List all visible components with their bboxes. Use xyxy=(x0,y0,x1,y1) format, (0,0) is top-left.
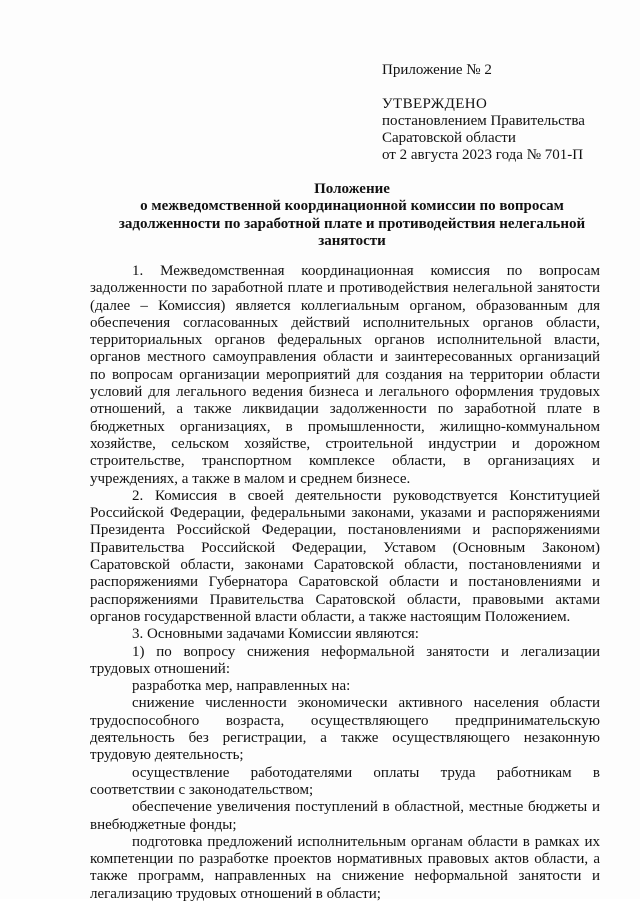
document-body xyxy=(90,263,600,903)
approval-line: Саратовской области xyxy=(382,130,516,146)
approval-line: постановлением Правительства xyxy=(382,113,585,129)
title-line: о межведомственной координационной комиссии по вопросам xyxy=(140,198,564,215)
list-item: осуществление работодателями оплаты труда работникам в соответствии с законодательством; xyxy=(90,764,600,798)
title-line: занятости xyxy=(318,232,386,249)
approved-stamp-text: УТВЕРЖДЕНО xyxy=(382,96,488,112)
approval-block xyxy=(382,62,622,164)
paragraph-3: 3. Основными задачами Комиссии являются: xyxy=(132,626,419,643)
appendix-number: Приложение № 2 xyxy=(382,62,492,78)
document-title xyxy=(70,181,634,250)
approval-date-line: от 2 августа 2023 года № 701-П xyxy=(382,147,584,163)
title-line: Положение xyxy=(314,181,390,197)
title-line: задолженности по заработной плате и противодействия нелегальной xyxy=(118,215,586,232)
list-item: 1) по вопросу снижения неформальной занятости и легализации трудовых отношений: xyxy=(90,643,600,677)
list-item: разработка мер, направленных на: xyxy=(132,678,351,695)
paragraph-2: 2. Комиссия в своей деятельности руководствуется Конституцией Российской Федерации, федеральными законами, указами и распоряжениями Президента Российской Федерации, постановлениями и распоряжениями Правительства Российской Федерации, Уставом (Основным Законом) Саратовской области, законами Саратовской области, постановлениями и распоряжениями Губернатора Саратовской области и постановлениями и распоряжениями Правительства Саратовской области, правовыми актами органов государственной власти области, а также настоящим Положением. xyxy=(90,487,600,625)
list-item: подготовка предложений исполнительным органам области в рамках их компетенции по разработке проектов нормативных правовых актов области, а также программ, направленных на снижение неформальной занятости и легализацию трудовых отношений в области; xyxy=(90,833,600,902)
paragraph-1: 1. Межведомственная координационная комиссия по вопросам задолженности по заработной плате и противодействия нелегальной занятости (далее – Комиссия) является коллегиальным органом, образованным для обеспечения согласованных действий исполнительных органов области, территориальных органов федеральных органов исполнительной власти, органов местного самоуправления области и заинтересованных организаций по вопросам организации мероприятий для создания на территории области условий для легального ведения бизнеса и легального оформления трудовых отношений, а также ликвидации задолженности по заработной плате в бюджетных организациях, в промышленности, жилищно-коммунальном хозяйстве, сельском хозяйстве, строительной индустрии и дорожном строительстве, транспортном комплексе области, в организациях и учреждениях, а также в малом и среднем бизнесе. xyxy=(90,263,600,487)
list-item: снижение численности экономически активного населения области трудоспособного возраста, осуществляющего предпринимательскую деятельность без регистрации, а также осуществляющего незаконную трудовую деятельность; xyxy=(90,695,600,764)
list-item: обеспечение увеличения поступлений в областной, местные бюджеты и внебюджетные фонды; xyxy=(90,799,600,833)
